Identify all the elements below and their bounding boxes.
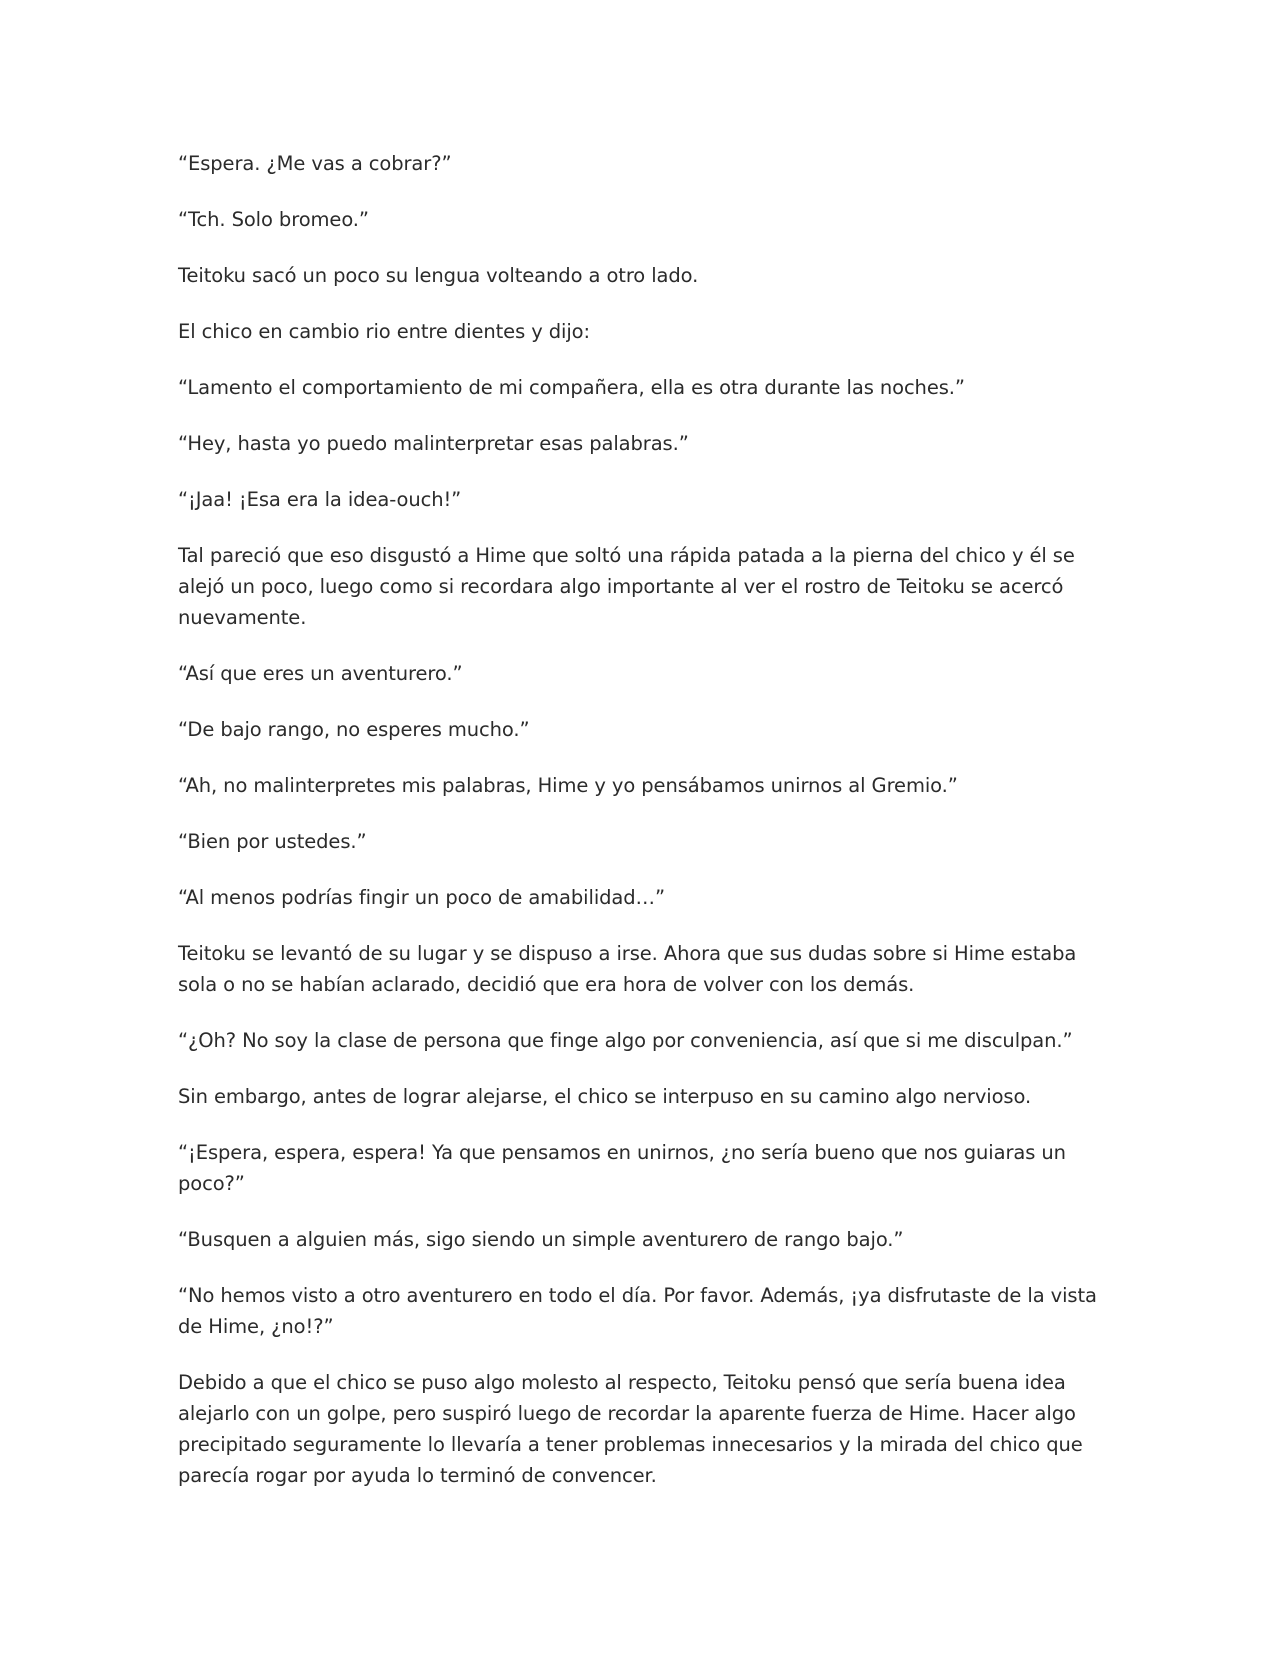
dialogue-paragraph: “¡Espera, espera, espera! Ya que pensamos en unirnos, ¿no sería bueno que nos guiaras un poco?” — [178, 1141, 1066, 1195]
narration-paragraph: Debido a que el chico se puso algo molesto al respecto, Teitoku pensó que sería buena idea alejarlo con un golpe, pero suspiró luego de recordar la aparente fuerza de Hime. Hacer algo precipitado seguramente lo llevaría a tener problemas innecesarios y la mirada del chico que parecía rogar por ayuda lo terminó de convencer. — [178, 1371, 1083, 1487]
dialogue-paragraph: “Busquen a alguien más, sigo siendo un simple aventurero de rango bajo.” — [178, 1228, 904, 1251]
dialogue-paragraph: “Ah, no malinterpretes mis palabras, Hime y yo pensábamos unirnos al Gremio.” — [178, 774, 958, 797]
dialogue-paragraph: “Así que eres un aventurero.” — [178, 662, 463, 685]
narration-paragraph: Teitoku sacó un poco su lengua volteando a otro lado. — [178, 264, 699, 287]
dialogue-paragraph: “Hey, hasta yo puedo malinterpretar esas palabras.” — [178, 432, 689, 455]
narration-paragraph: El chico en cambio rio entre dientes y dijo: — [178, 320, 590, 343]
page-body — [178, 148, 1108, 1516]
dialogue-paragraph: “¿Oh? No soy la clase de persona que finge algo por conveniencia, así que si me disculpan.” — [178, 1029, 1073, 1052]
dialogue-paragraph: “No hemos visto a otro aventurero en todo el día. Por favor. Además, ¡ya disfrutaste de la vista de Hime, ¿no!?” — [178, 1284, 1097, 1338]
narration-paragraph: Sin embargo, antes de lograr alejarse, el chico se interpuso en su camino algo nervioso. — [178, 1085, 1032, 1108]
dialogue-paragraph: “Espera. ¿Me vas a cobrar?” — [178, 152, 452, 175]
dialogue-paragraph: “Al menos podrías fingir un poco de amabilidad…” — [178, 886, 665, 909]
narration-paragraph: Tal pareció que eso disgustó a Hime que soltó una rápida patada a la pierna del chico y él se alejó un poco, luego como si recordara algo importante al ver el rostro de Teitoku se acercó nuevamente. — [178, 544, 1075, 629]
dialogue-paragraph: “Lamento el comportamiento de mi compañera, ella es otra durante las noches.” — [178, 376, 965, 399]
dialogue-paragraph: “¡Jaa! ¡Esa era la idea-ouch!” — [178, 488, 462, 511]
dialogue-paragraph: “De bajo rango, no esperes mucho.” — [178, 718, 530, 741]
dialogue-paragraph: “Tch. Solo bromeo.” — [178, 208, 369, 231]
narration-paragraph: Teitoku se levantó de su lugar y se dispuso a irse. Ahora que sus dudas sobre si Hime estaba sola o no se habían aclarado, decidió que era hora de volver con los demás. — [178, 942, 1077, 996]
dialogue-paragraph: “Bien por ustedes.” — [178, 830, 367, 853]
